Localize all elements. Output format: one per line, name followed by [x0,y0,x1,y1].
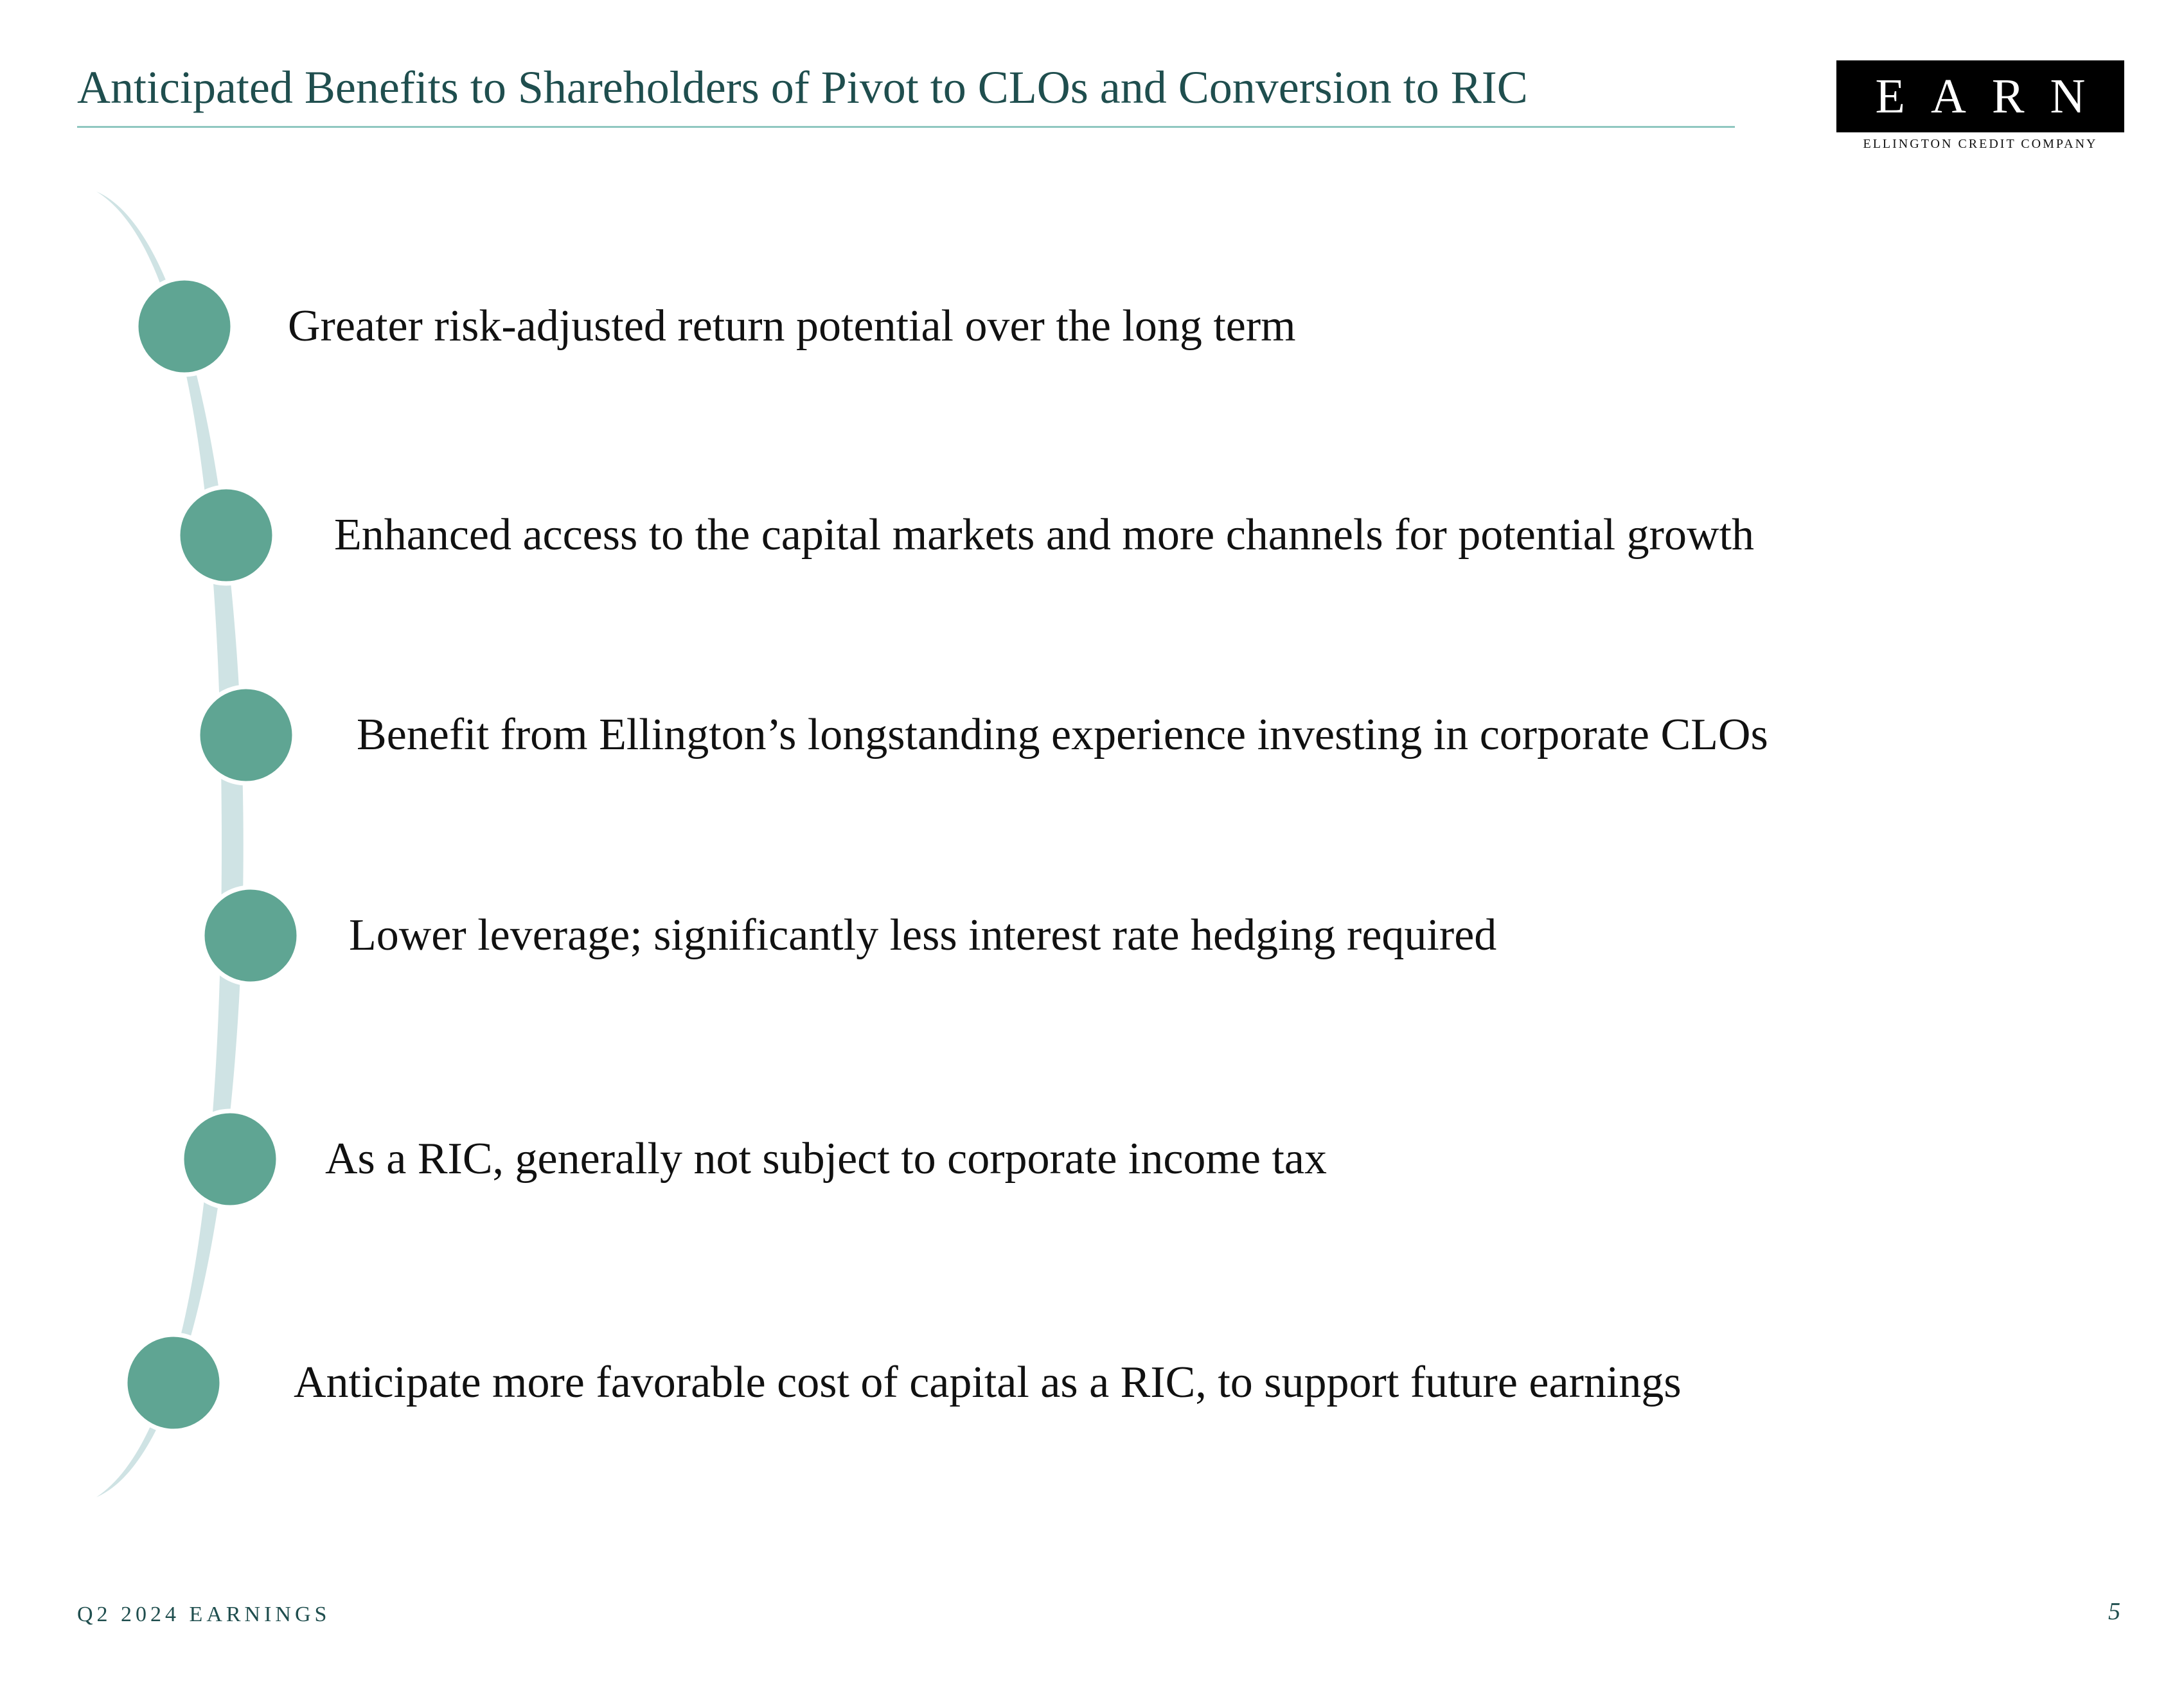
page-title: Anticipated Benefits to Shareholders of Pivot to CLOs and Conversion to RIC [77,62,1528,113]
page-number: 5 [2108,1598,2120,1625]
timeline-bullet-icon [125,1335,222,1431]
benefit-item: Enhanced access to the capital markets and more channels for potential growth [334,510,1754,560]
benefit-item: Anticipate more favorable cost of capital as a RIC, to support future earnings [294,1358,1682,1407]
logo-text: EARN [1875,69,2111,123]
timeline-bullet-icon [202,887,299,984]
timeline-bullet-icon [178,487,274,583]
logo-subtitle: ELLINGTON CREDIT COMPANY [1863,137,2098,151]
benefit-item: As a RIC, generally not subject to corporate income tax [325,1134,1327,1184]
benefit-item: Lower leverage; significantly less interest rate hedging required [349,911,1497,960]
timeline-bullet-icon [198,687,294,783]
footer-label: Q2 2024 EARNINGS [77,1603,331,1626]
timeline-arc [96,191,244,1497]
benefit-item: Benefit from Ellington’s longstanding experience investing in corporate CLOs [357,710,1768,760]
timeline-bullet-icon [182,1111,278,1207]
timeline-bullet-icon [136,278,233,375]
benefit-item: Greater risk-adjusted return potential over the long term [288,301,1296,351]
